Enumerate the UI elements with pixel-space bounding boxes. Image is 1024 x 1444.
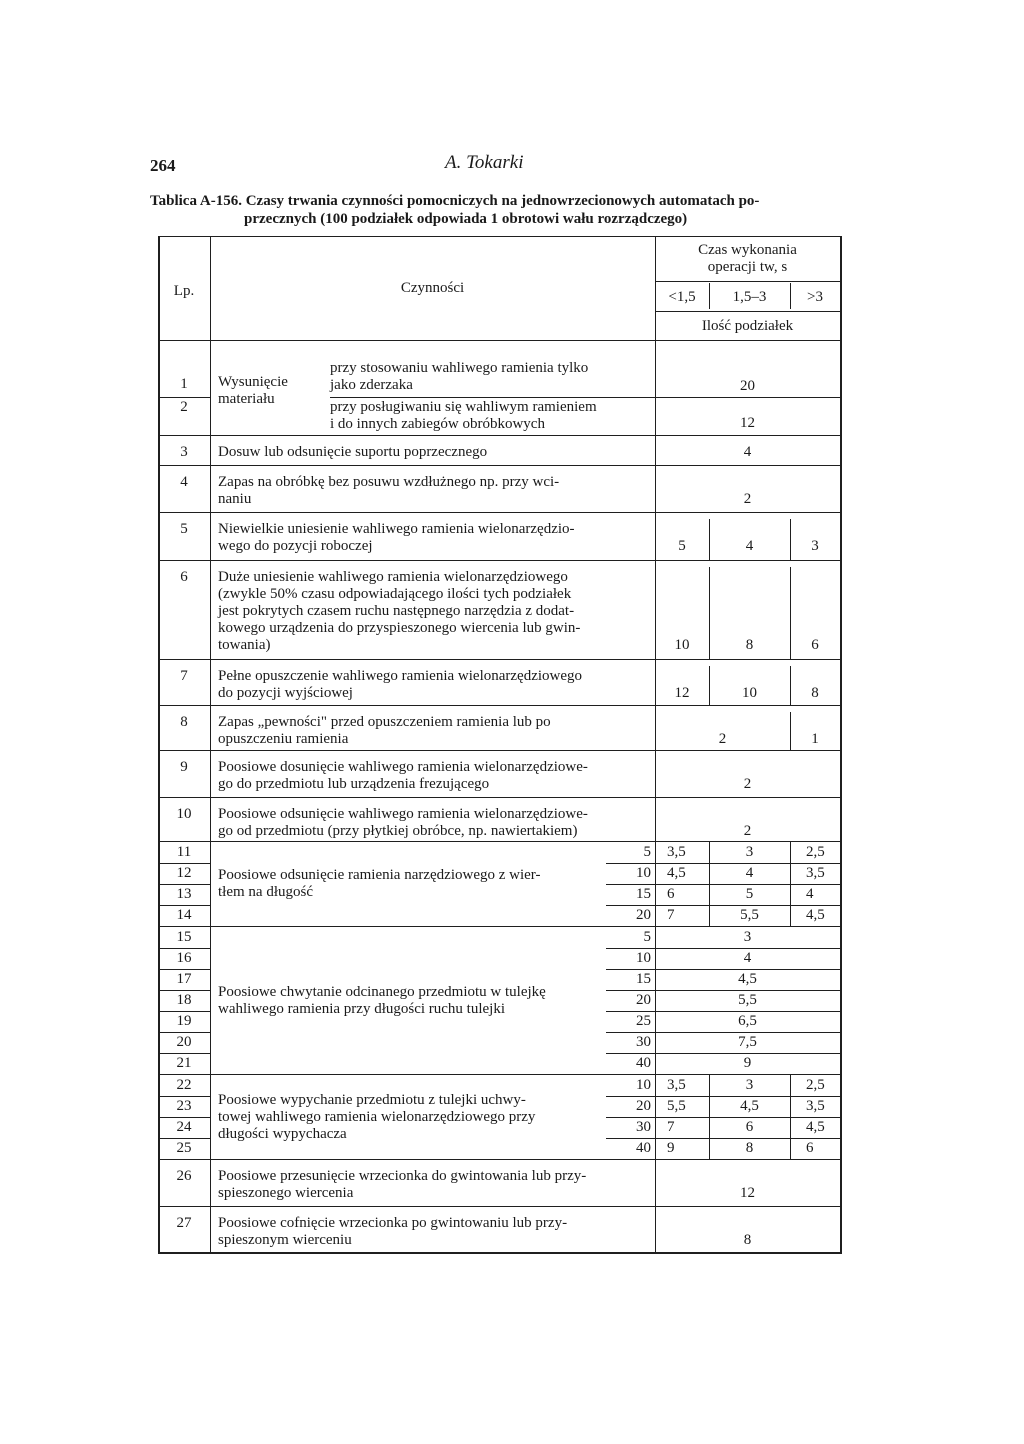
header-bottom-rule <box>158 340 842 341</box>
row-lp: 3 <box>180 444 188 460</box>
value-subdivider <box>790 519 791 560</box>
row-text: Dosuw lub odsunięcie suportu poprzecznego <box>218 444 488 460</box>
row-text: Poosiowe dosunięcie wahliwego ramienia wielonarzędziowe- go do przedmiotu lub urządzenia frezującego <box>218 759 588 792</box>
value-subdivider <box>790 712 791 750</box>
row-text: Duże uniesienie wahliwego ramienia wielonarzędziowego (zwykle 50% czasu odpowiadającego ilości tych podziałek jest pokrytych czasem ruchu następnego narzędzia z dodat- kowego urządzenia do przyspieszonego wiercenia lub gwin- towania) <box>218 569 581 653</box>
table-top-border <box>158 236 842 237</box>
row-value: 20 <box>740 378 755 394</box>
row-rule <box>158 990 210 991</box>
row-rule <box>158 1117 210 1118</box>
row-text: Pełne opuszczenie wahliwego ramienia wielonarzędziowego do pozycji wyjściowej <box>218 668 583 701</box>
row-rule <box>158 1032 210 1033</box>
row-lp: 14 <box>176 907 192 923</box>
row-value: 8 <box>811 685 819 701</box>
length-value: 15 <box>636 886 651 902</box>
row-rule <box>606 1117 840 1118</box>
row-value: 2,5 <box>806 1077 825 1093</box>
row-lp: 18 <box>176 992 192 1008</box>
row-rule <box>606 1032 840 1033</box>
row-lp: 7 <box>180 668 188 684</box>
row-rule <box>158 512 842 513</box>
row-text: Niewielkie uniesienie wahliwego ramienia wielonarzędzio- wego do pozycji roboczej <box>218 521 575 554</box>
length-value: 40 <box>636 1055 651 1071</box>
row-value: 12 <box>740 1185 755 1201</box>
row-value: 2 <box>743 776 752 792</box>
row-lp: 27 <box>176 1215 192 1231</box>
row-value: 3 <box>745 844 754 860</box>
row-value: 10 <box>742 685 757 701</box>
row-rule <box>606 1011 840 1012</box>
length-value: 20 <box>636 992 651 1008</box>
length-value: 5 <box>643 844 651 860</box>
row-value: 5,5 <box>738 992 757 1008</box>
row-rule <box>158 1206 842 1207</box>
row-lp: 13 <box>176 886 192 902</box>
row-value: 4,5 <box>806 907 825 923</box>
row-value: 4 <box>743 950 752 966</box>
value-subdivider <box>709 567 710 659</box>
row-rule <box>606 1053 840 1054</box>
row-rule <box>158 705 842 706</box>
page-number: 264 <box>150 156 176 175</box>
row-lp: 23 <box>176 1098 192 1114</box>
row-value: 6,5 <box>738 1013 757 1029</box>
row-value: 6 <box>811 637 819 653</box>
row-rule <box>158 397 210 398</box>
row-lp: 9 <box>180 759 188 775</box>
row-value: 4 <box>806 886 814 902</box>
row-value: 1 <box>811 731 819 747</box>
row-rule <box>158 905 210 906</box>
row-rule <box>158 1011 210 1012</box>
row-value: 2 <box>743 823 752 839</box>
value-divider <box>655 340 656 1252</box>
row-lp: 22 <box>176 1077 192 1093</box>
header-activity: Czynności <box>400 280 465 296</box>
value-subdivider <box>709 842 710 926</box>
row-lp: 19 <box>176 1013 192 1029</box>
header-rule <box>655 281 841 282</box>
row-lp: 24 <box>176 1119 192 1135</box>
row-value: 4 <box>743 444 752 460</box>
row-rule <box>158 1074 842 1075</box>
row-rule <box>158 1159 842 1160</box>
length-value: 10 <box>636 1077 651 1093</box>
header-rule <box>655 311 841 312</box>
length-value: 30 <box>636 1119 651 1135</box>
row-value: 6 <box>745 1119 754 1135</box>
row-rule <box>606 863 840 864</box>
row-value: 5 <box>678 538 686 554</box>
row-rule <box>606 969 840 970</box>
row-rule <box>158 841 842 842</box>
row-lp: 6 <box>180 569 188 585</box>
row-rule <box>158 750 842 751</box>
row-value: 8 <box>745 637 754 653</box>
row-rule <box>606 884 840 885</box>
row-lp: 25 <box>176 1140 192 1156</box>
row-value: 4 <box>745 538 754 554</box>
row-value: 2 <box>743 491 752 507</box>
header-time-col: >3 <box>807 289 823 305</box>
row-value: 8 <box>745 1140 754 1156</box>
row-rule <box>158 1053 210 1054</box>
value-subdivider <box>709 519 710 560</box>
length-value: 10 <box>636 865 651 881</box>
row-value: 7 <box>667 907 675 923</box>
row-text: Poosiowe cofnięcie wrzecionka po gwintowaniu lub przy- spieszonym wierceniu <box>218 1215 568 1248</box>
row-lp: 4 <box>180 474 188 490</box>
row-value: 4,5 <box>667 865 686 881</box>
row-lp: 15 <box>176 929 192 945</box>
row-text: Poosiowe chwytanie odcinanego przedmiotu w tulejkę wahliwego ramienia przy długości ruchu tulejki <box>218 983 546 1017</box>
caption-line-1: Tablica A-156. Czasy trwania czynności pomocniczych na jednowrzecionowych automatach po- <box>150 193 760 209</box>
header-time-2: operacji tw, s <box>707 259 788 275</box>
row-rule <box>158 948 210 949</box>
row-lp: 20 <box>176 1034 192 1050</box>
row-rule <box>158 926 842 927</box>
row-value: 12 <box>740 415 755 431</box>
row-value: 3,5 <box>806 865 825 881</box>
row-value: 7,5 <box>738 1034 757 1050</box>
row-value: 2 <box>718 731 727 747</box>
table-bottom-border <box>158 1252 842 1254</box>
row-lp: 8 <box>180 714 188 730</box>
length-value: 25 <box>636 1013 651 1029</box>
header-lp: Lp. <box>173 283 195 299</box>
row-text: Poosiowe odsunięcie wahliwego ramienia wielonarzędziowe- go od przedmiotu (przy płytkiej obróbce, np. nawiertakiem) <box>218 806 588 839</box>
row-value: 9 <box>667 1140 675 1156</box>
table-caption <box>150 192 850 228</box>
length-value: 20 <box>636 907 651 923</box>
row-rule <box>158 1096 210 1097</box>
row-lp: 1 <box>180 376 188 392</box>
row-value: 2,5 <box>806 844 825 860</box>
row-rule <box>158 969 210 970</box>
row-value: 4,5 <box>740 1098 759 1114</box>
group-label-material: Wysunięcie materiału <box>218 374 288 407</box>
row-rule <box>158 435 842 436</box>
row-lp: 17 <box>176 971 192 987</box>
row-rule <box>606 990 840 991</box>
row-text: przy stosowaniu wahliwego ramienia tylko jako zderzaka <box>330 360 589 393</box>
row-value: 3,5 <box>806 1098 825 1114</box>
row-lp: 10 <box>176 806 192 822</box>
caption-line-2: przecznych (100 podziałek odpowiada 1 obrotowi wału rozrządczego) <box>244 211 688 227</box>
header-units: Ilość podziałek <box>701 318 794 334</box>
row-rule <box>158 863 210 864</box>
row-rule <box>158 560 842 561</box>
row-value: 5 <box>745 886 754 902</box>
row-lp: 11 <box>176 844 192 860</box>
header-time-col: <1,5 <box>668 289 696 305</box>
length-value: 5 <box>643 929 651 945</box>
value-subdivider <box>790 567 791 659</box>
row-value: 8 <box>743 1232 752 1248</box>
row-value: 12 <box>674 685 690 701</box>
row-value: 3,5 <box>667 844 686 860</box>
row-value: 3 <box>745 1077 754 1093</box>
row-rule <box>158 659 842 660</box>
row-value: 5,5 <box>667 1098 686 1114</box>
row-rule <box>158 1138 210 1139</box>
row-value: 6 <box>667 886 675 902</box>
length-value: 40 <box>636 1140 651 1156</box>
row-rule <box>158 884 210 885</box>
header-time-col: 1,5–3 <box>732 289 767 305</box>
row-rule <box>606 948 840 949</box>
row-value: 5,5 <box>740 907 759 923</box>
row-rule <box>330 397 840 398</box>
length-value: 15 <box>636 971 651 987</box>
row-value: 3,5 <box>667 1077 686 1093</box>
header-time-1: Czas wykonania <box>698 242 797 258</box>
row-value: 7 <box>667 1119 675 1135</box>
row-value: 4,5 <box>738 971 757 987</box>
row-value: 9 <box>743 1055 752 1071</box>
row-value: 6 <box>806 1140 814 1156</box>
row-text: Poosiowe odsunięcie ramienia narzędziowego z wier- tłem na długość <box>218 867 541 900</box>
row-rule <box>158 797 842 798</box>
row-value: 10 <box>674 637 690 653</box>
row-value: 4 <box>745 865 754 881</box>
value-subdivider <box>790 666 791 705</box>
row-value: 3 <box>743 929 752 945</box>
row-lp: 2 <box>180 399 188 415</box>
row-text: Poosiowe przesunięcie wrzecionka do gwintowania lub przy- spieszonego wiercenia <box>218 1168 587 1201</box>
value-subdivider <box>709 666 710 705</box>
running-head: A. Tokarki <box>445 152 524 173</box>
row-text: przy posługiwaniu się wahliwym ramieniem i do innych zabiegów obróbkowych <box>330 399 597 432</box>
lp-divider <box>210 340 211 1252</box>
row-rule <box>606 1096 840 1097</box>
row-rule <box>606 1138 840 1139</box>
row-rule <box>158 465 842 466</box>
row-value: 3 <box>811 538 819 554</box>
length-value: 10 <box>636 950 651 966</box>
length-value: 20 <box>636 1098 651 1114</box>
row-lp: 5 <box>180 521 188 537</box>
row-lp: 26 <box>176 1168 192 1184</box>
row-text: Zapas „pewności" przed opuszczeniem ramienia lub po opuszczeniu ramienia <box>218 714 551 747</box>
value-subdivider <box>790 842 791 926</box>
row-lp: 21 <box>176 1055 192 1071</box>
length-value: 30 <box>636 1034 651 1050</box>
row-text: Poosiowe wypychanie przedmiotu z tulejki uchwy- towej wahliwego ramienia wielonarzędziowego przy długości wypychacza <box>218 1091 536 1142</box>
row-lp: 12 <box>176 865 192 881</box>
row-rule <box>606 905 840 906</box>
value-subdivider <box>790 1075 791 1159</box>
row-lp: 16 <box>176 950 192 966</box>
row-value: 4,5 <box>806 1119 825 1135</box>
row-text: Zapas na obróbkę bez posuwu wzdłużnego np. przy wci- naniu <box>218 474 560 507</box>
value-subdivider <box>709 1075 710 1159</box>
